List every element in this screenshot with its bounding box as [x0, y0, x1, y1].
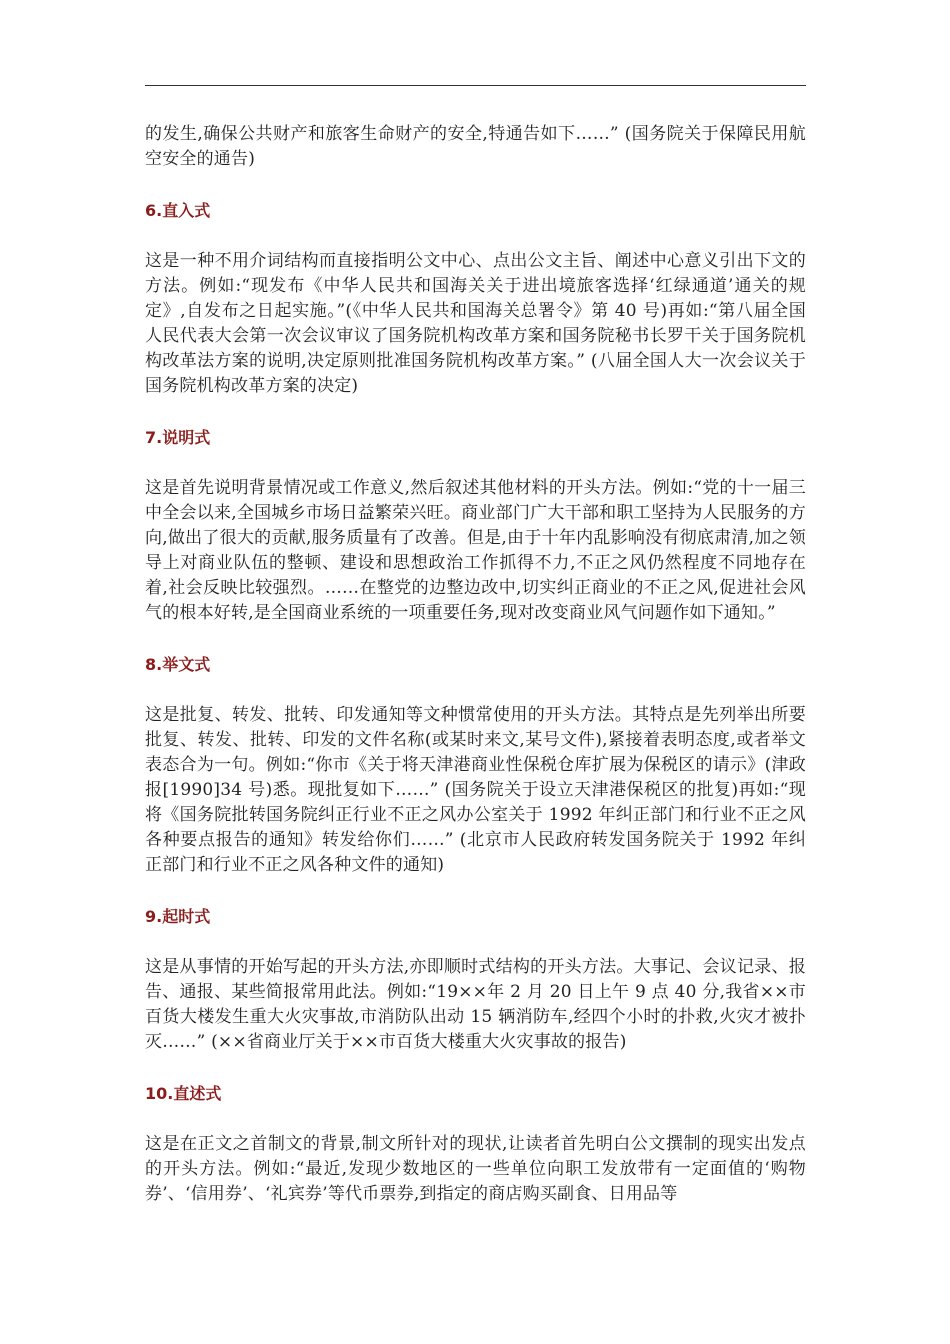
section-heading: 7.说明式: [145, 428, 211, 447]
section-paragraph: 这是批复、转发、批转、印发通知等文种惯常使用的开头方法。其特点是先列举出所要批复、转发、批转、印发的文件名称(或某时来文,某号文件),紧接着表明态度,或者举文表态合为一句。例如:“你市《关于将天津港商业性保税仓库扩展为保税区的请示》(津政报[1990]34 号)悉。现批复如下……” (国务院关于设立天津港保税区的批复)再如:“现将《国务院批转国务院纠正行业不正之风办公室关于 1992 年纠正部门和行业不正之风各种要点报告的通知》转发给你们……” (北京市人民政府转发国务院关于 1992 年纠正部门和行业不正之风各种文件的通知): [145, 705, 806, 875]
section-paragraph: 这是在正文之首制文的背景,制文所针对的现状,让读者首先明白公文撰制的现实出发点的开头方法。例如:“最近,发现少数地区的一些单位向职工发放带有一定面值的‘购物券’、‘信用券’、‘礼宾券’等代币票券,到指定的商店购买副食、日用品等: [145, 1134, 806, 1204]
section-paragraph: 这是从事情的开始写起的开头方法,亦即顺时式结构的开头方法。大事记、会议记录、报告、通报、某些简报常用此法。例如:“19××年 2 月 20 日上午 9 点 40 分,我省××市百货大楼发生重大火灾事故,市消防队出动 15 辆消防车,经四个小时的扑救,火灾才被扑灭……” (××省商业厅关于××市百货大楼重大火灾事故的报告): [145, 957, 806, 1052]
section-paragraph: 这是一种不用介词结构而直接指明公文中心、点出公文主旨、阐述中心意义引出下文的方法。例如:“现发布《中华人民共和国海关关于进出境旅客选择‘红绿通道’通关的规定》,自发布之日起实施。”(《中华人民共和国海关总署令》第 40 号)再如:“第八届全国人民代表大会第一次会议审议了国务院机构改革方案和国务院秘书长罗干关于国务院机构改革法方案的说明,决定原则批准国务院机构改革方案。” (八届全国人大一次会议关于国务院机构改革方案的决定): [145, 251, 806, 396]
section-heading: 9.起时式: [145, 907, 211, 926]
header-rule: [145, 85, 806, 86]
section-heading: 10.直述式: [145, 1084, 222, 1103]
intro-paragraph: 的发生,确保公共财产和旅客生命财产的安全,特通告如下……” (国务院关于保障民用航空安全的通告): [145, 124, 806, 169]
section-paragraph: 这是首先说明背景情况或工作意义,然后叙述其他材料的开头方法。例如:“党的十一届三中全会以来,全国城乡市场日益繁荣兴旺。商业部门广大干部和职工坚持为人民服务的方向,做出了很大的贡献,服务质量有了改善。但是,由于十年内乱影响没有彻底肃清,加之领导上对商业队伍的整顿、建设和思想政治工作抓得不力,不正之风仍然程度不同地存在着,社会反映比较强烈。……在整党的边整边改中,切实纠正商业的不正之风,促进社会风气的根本好转,是全国商业系统的一项重要任务,现对改变商业风气问题作如下通知。”: [145, 478, 806, 623]
section-heading: 6.直入式: [145, 201, 211, 220]
document-body: [145, 122, 806, 1207]
section-heading: 8.举文式: [145, 655, 211, 674]
